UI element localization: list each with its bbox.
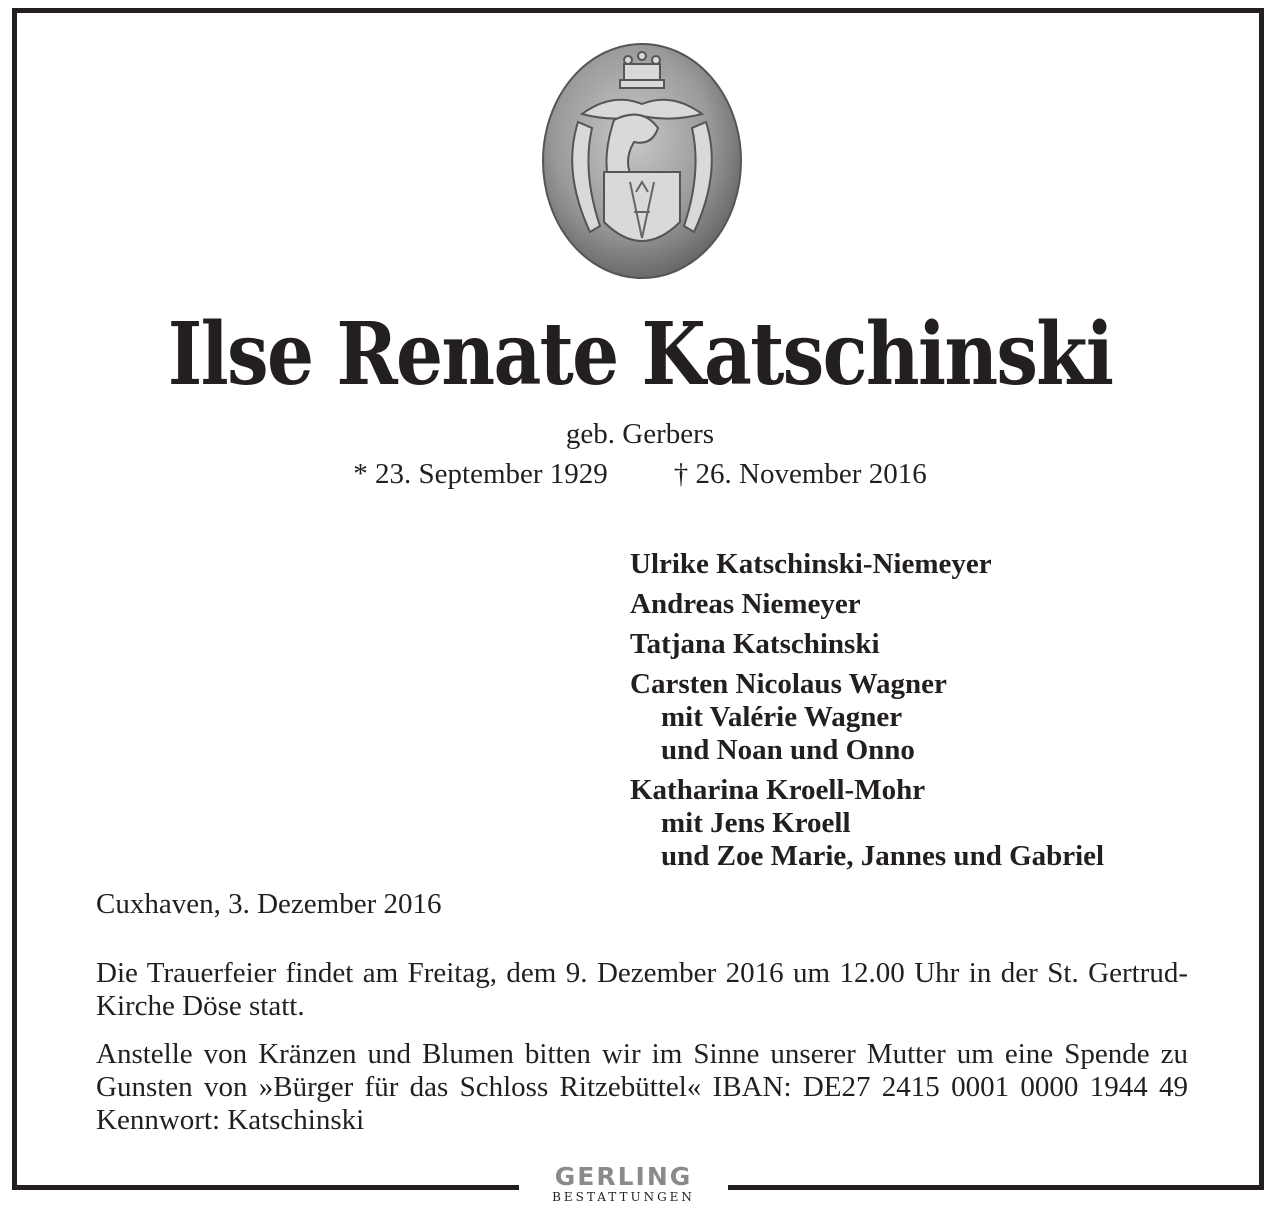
- mourner-entry: [630, 774, 1250, 873]
- mourner-name: Carsten Nicolaus Wagner: [630, 668, 947, 700]
- mourner-name: Ulrike Katschinski-Niemeyer: [630, 548, 992, 580]
- logo-subtitle: BESTATTUNGEN: [552, 1190, 695, 1204]
- logo-wordmark: GERLING: [554, 1162, 693, 1191]
- bottom-rule-left: [12, 1185, 519, 1190]
- bottom-rule-right: [728, 1185, 1264, 1190]
- birth-date: * 23. September 1929: [353, 458, 608, 490]
- life-dates: [0, 458, 1280, 491]
- mourner-name: Tatjana Katschinski: [630, 628, 880, 660]
- mourner-entry: [630, 588, 1250, 621]
- mourner-name: Katharina Kroell-Mohr: [630, 774, 926, 806]
- mourners-list: [630, 548, 1250, 880]
- place-and-date: Cuxhaven, 3. Dezember 2016: [96, 888, 442, 920]
- mourner-entry: [630, 628, 1250, 661]
- funeral-home-logo: [519, 1164, 728, 1205]
- mourner-entry: [630, 668, 1250, 767]
- mourner-name: Andreas Niemeyer: [630, 588, 861, 620]
- mourner-family-line: mit Valérie Wagner: [661, 701, 903, 733]
- funeral-notice: Die Trauerfeier findet am Freitag, dem 9. Dezember 2016 um 12.00 Uhr in der St. Gertrud-Kirche Döse statt.: [96, 957, 1188, 1022]
- death-date: † 26. November 2016: [673, 458, 927, 490]
- donation-notice: Anstelle von Kränzen und Blumen bitten wir im Sinne unserer Mutter um eine Spende zu Gunsten von »Bürger für das Schloss Ritzebüttel« IBAN: DE27 2415 0001 0000 1944 49 Kennwort: Katschinski: [96, 1038, 1188, 1136]
- birth-name: geb. Gerbers: [565, 418, 715, 450]
- deceased-name: Ilse Renate Katschinski: [167, 304, 1113, 405]
- mourner-entry: [630, 548, 1250, 581]
- mourner-family-line: mit Jens Kroell: [661, 807, 851, 839]
- mourner-family-line: und Zoe Marie, Jannes und Gabriel: [661, 840, 1105, 872]
- mourner-family-line: und Noan und Onno: [661, 734, 915, 766]
- coat-of-arms-emblem-icon: [542, 42, 742, 280]
